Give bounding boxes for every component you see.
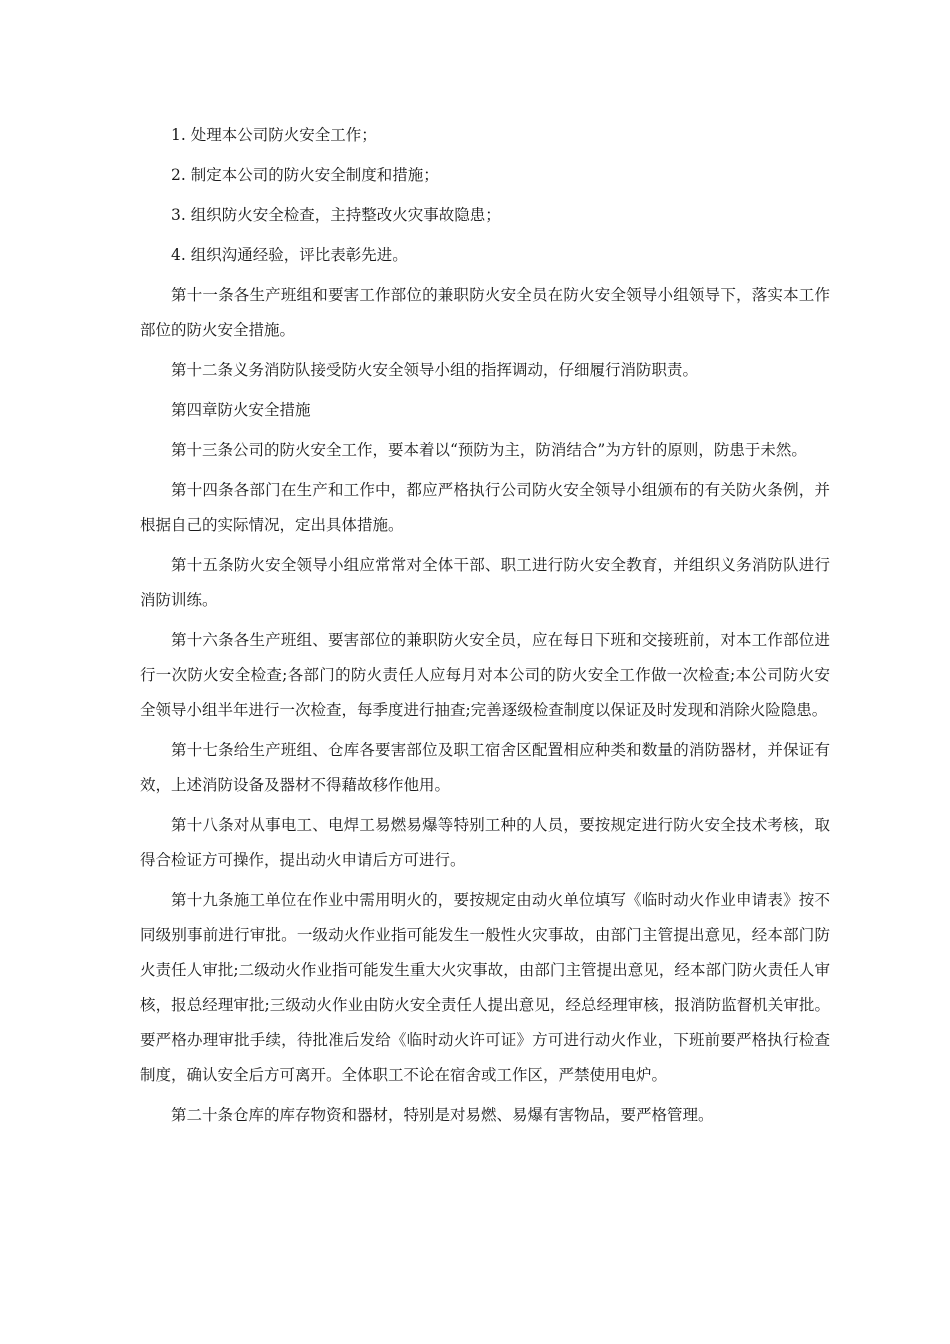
article-12: 第十二条义务消防队接受防火安全领导小组的指挥调动，仔细履行消防职责。	[171, 361, 699, 379]
article-15: 第十五条防火安全领导小组应常常对全体干部、职工进行防火安全教育，并组织义务消防队进行消防训练。	[140, 556, 830, 609]
chapter-4-heading: 第四章防火安全措施	[171, 401, 311, 419]
list-item-4: 4. 组织沟通经验，评比表彰先进。	[171, 246, 408, 264]
article-17: 第十七条给生产班组、仓库各要害部位及职工宿舍区配置相应种类和数量的消防器材，并保证有效，上述消防设备及器材不得藉故移作他用。	[140, 741, 830, 794]
list-item-1: 1. 处理本公司防火安全工作；	[171, 126, 377, 144]
list-item-2: 2. 制定本公司的防火安全制度和措施；	[171, 166, 439, 184]
article-20: 第二十条仓库的库存物资和器材，特别是对易燃、易爆有害物品，要严格管理。	[171, 1106, 714, 1124]
article-18: 第十八条对从事电工、电焊工易燃易爆等特别工种的人员，要按规定进行防火安全技术考核，取得合检证方可操作，提出动火申请后方可进行。	[140, 816, 830, 869]
list-item-3: 3. 组织防火安全检查，主持整改火灾事故隐患；	[171, 206, 501, 224]
article-16: 第十六条各生产班组、要害部位的兼职防火安全员，应在每日下班和交接班前，对本工作部位进行一次防火安全检查;各部门的防火责任人应每月对本公司的防火安全工作做一次检查;本公司防火安全领导小组半年进行一次检查，每季度进行抽查;完善逐级检查制度以保证及时发现和消除火险隐患。	[140, 631, 830, 719]
article-14: 第十四条各部门在生产和工作中，都应严格执行公司防火安全领导小组颁布的有关防火条例，并根据自己的实际情况，定出具体措施。	[140, 481, 830, 534]
article-19: 第十九条施工单位在作业中需用明火的，要按规定由动火单位填写《临时动火作业申请表》按不同级别事前进行审批。一级动火作业指可能发生一般性火灾事故，由部门主管提出意见，经本部门防火责任人审批;二级动火作业指可能发生重大火灾事故，由部门主管提出意见，经本部门防火责任人审核，报总经理审批;三级动火作业由防火安全责任人提出意见，经总经理审核，报消防监督机关审批。要严格办理审批手续，待批准后发给《临时动火许可证》方可进行动火作业，下班前要严格执行检查制度，确认安全后方可离开。全体职工不论在宿舍或工作区，严禁使用电炉。	[140, 891, 830, 1084]
article-11: 第十一条各生产班组和要害工作部位的兼职防火安全员在防火安全领导小组领导下，落实本工作部位的防火安全措施。	[140, 286, 830, 339]
article-13: 第十三条公司的防火安全工作，要本着以“预防为主，防消结合”为方针的原则，防患于未然。	[171, 441, 807, 459]
document-body	[140, 118, 830, 1138]
